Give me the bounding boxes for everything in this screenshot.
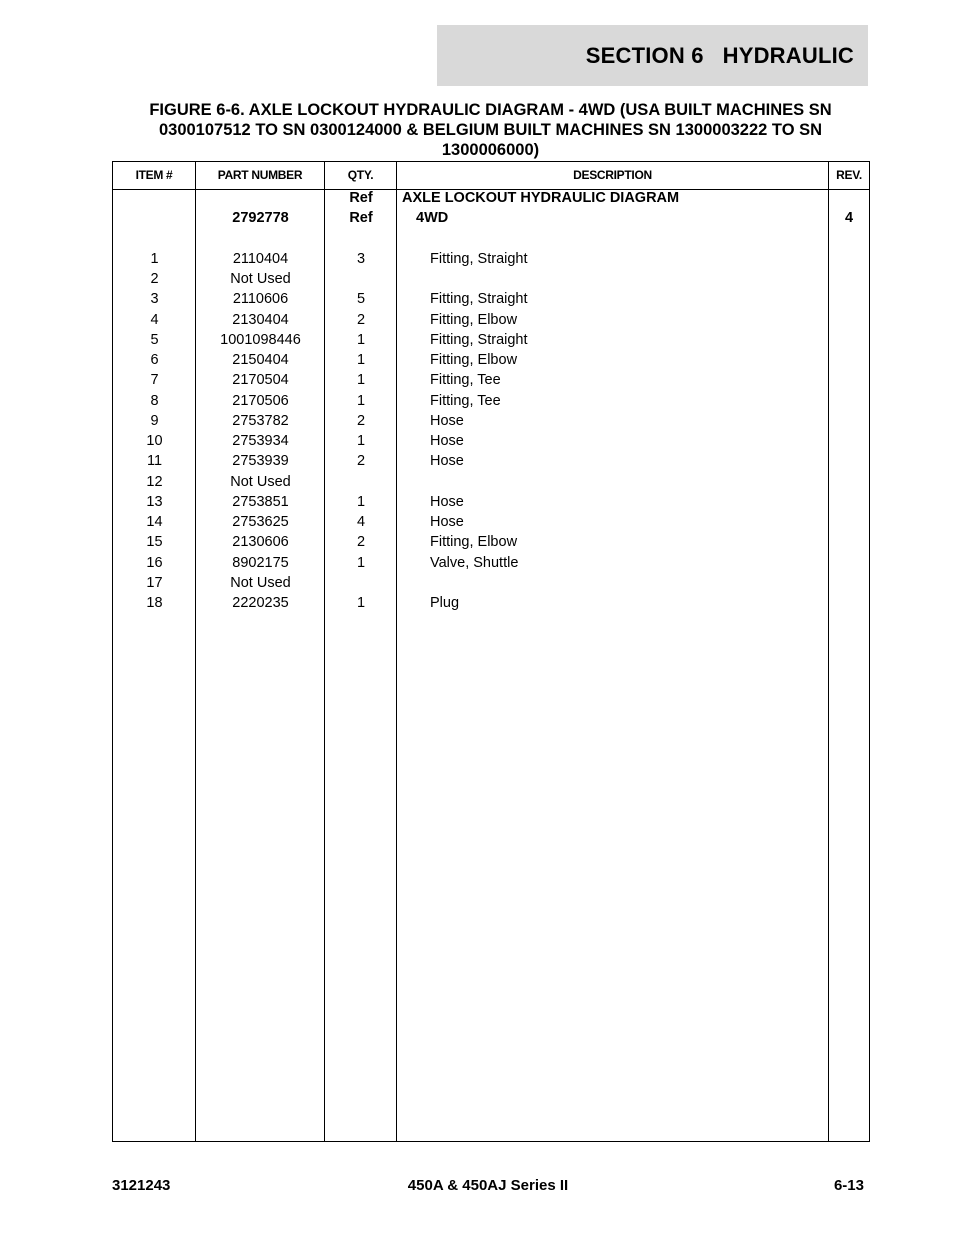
description-cell: Plug	[430, 595, 460, 611]
quantity-cell: Ref	[349, 190, 373, 206]
table-row	[113, 249, 869, 269]
part-number-cell: Not Used	[230, 473, 291, 490]
figure-title-line: 0300107512 TO SN 0300124000 & BELGIUM BUILT MACHINES SN 1300003222 TO SN	[158, 121, 823, 139]
item-number-cell: 5	[150, 331, 159, 348]
description-cell: Fitting, Elbow	[430, 352, 518, 368]
item-number-cell: 16	[146, 554, 163, 571]
table-row	[113, 289, 869, 309]
part-number-cell: 2130404	[232, 311, 289, 328]
table-row	[113, 411, 869, 431]
model-name: 450A & 450AJ Series II	[407, 1177, 569, 1194]
part-number-cell: Not Used	[230, 271, 291, 287]
quantity-cell: 1	[356, 352, 366, 368]
item-number-cell: 6	[150, 352, 159, 368]
part-number-cell: 2753851	[232, 493, 289, 510]
item-number-cell: 15	[146, 534, 163, 551]
revision-cell: 4	[844, 210, 854, 227]
item-number-cell: 4	[150, 311, 159, 328]
item-number-cell: 12	[146, 473, 163, 490]
part-number-cell: 2170506	[232, 392, 289, 409]
item-number-cell: 18	[146, 595, 163, 611]
description-cell: 4WD	[416, 210, 449, 227]
item-number-cell: 9	[150, 412, 159, 429]
table-row	[113, 472, 869, 492]
header-rev: REV.	[836, 168, 862, 182]
table-row	[113, 573, 869, 593]
description-cell: Valve, Shuttle	[430, 554, 519, 571]
quantity-cell: Ref	[349, 210, 373, 227]
description-cell: Hose	[430, 433, 464, 449]
header-item: ITEM #	[135, 168, 173, 182]
table-row	[113, 532, 869, 552]
description-cell: Hose	[430, 514, 464, 530]
figure-title-line: FIGURE 6-6. AXLE LOCKOUT HYDRAULIC DIAGRAM - 4WD (USA BUILT MACHINES SN	[149, 101, 832, 119]
quantity-cell: 5	[356, 291, 366, 308]
table-row	[113, 553, 869, 573]
quantity-cell: 1	[356, 392, 366, 409]
quantity-cell: 2	[356, 453, 366, 470]
table-row	[113, 512, 869, 532]
description-cell: Fitting, Tee	[430, 372, 501, 389]
quantity-cell: 1	[356, 493, 366, 510]
quantity-cell: 1	[356, 331, 366, 348]
table-row	[113, 330, 869, 350]
description-cell: Hose	[430, 412, 464, 429]
table-row	[113, 593, 869, 613]
parts-table	[112, 161, 870, 1142]
quantity-cell: 4	[356, 514, 366, 530]
description-cell: Hose	[430, 493, 464, 510]
description-cell: Hose	[430, 453, 464, 470]
document-number: 3121243	[112, 1177, 171, 1194]
page-number: 6-13	[833, 1177, 864, 1194]
description-cell: Fitting, Straight	[430, 250, 528, 267]
table-row	[113, 188, 869, 208]
quantity-cell: 1	[356, 372, 366, 389]
item-number-cell: 2	[150, 271, 159, 287]
section-header	[437, 25, 868, 86]
quantity-cell: 1	[356, 554, 366, 571]
part-number-cell: 2150404	[232, 352, 289, 368]
figure-title	[112, 100, 869, 160]
item-number-cell: 10	[146, 433, 163, 449]
quantity-cell: 2	[356, 412, 366, 429]
table-row	[113, 451, 869, 471]
header-qty: QTY.	[347, 168, 374, 182]
header-description: DESCRIPTION	[573, 168, 652, 182]
description-cell: Fitting, Elbow	[430, 534, 518, 551]
part-number-cell: 2753782	[232, 412, 289, 429]
description-cell: AXLE LOCKOUT HYDRAULIC DIAGRAM	[402, 190, 680, 206]
page-footer	[112, 1176, 864, 1196]
part-number-cell: 2130606	[232, 534, 289, 551]
part-number-cell: 2110404	[232, 250, 289, 267]
table-row	[113, 492, 869, 512]
description-cell: Fitting, Straight	[430, 291, 528, 308]
part-number-cell: 2792778	[232, 210, 289, 227]
item-number-cell: 14	[146, 514, 163, 530]
section-title: SECTION 6 HYDRAULIC	[585, 42, 854, 68]
item-number-cell: 11	[146, 453, 163, 470]
part-number-cell: 2753934	[232, 433, 289, 449]
part-number-cell: 2753625	[232, 514, 289, 530]
part-number-cell: 8902175	[232, 554, 289, 571]
item-number-cell: 8	[150, 392, 159, 409]
item-number-cell: 17	[146, 574, 163, 591]
description-cell: Fitting, Elbow	[430, 311, 518, 328]
item-number-cell: 13	[146, 493, 163, 510]
quantity-cell: 3	[356, 250, 366, 267]
description-cell: Fitting, Tee	[430, 392, 501, 409]
part-number-cell: 2110606	[232, 291, 289, 308]
table-row	[113, 208, 869, 228]
table-row	[113, 269, 869, 289]
item-number-cell: 7	[150, 372, 159, 389]
quantity-cell: 1	[356, 595, 366, 611]
table-row	[113, 431, 869, 451]
part-number-cell: 1001098446	[220, 331, 301, 348]
table-row	[113, 350, 869, 370]
part-number-cell: 2753939	[232, 453, 289, 470]
part-number-cell: 2220235	[232, 595, 289, 611]
item-number-cell: 1	[150, 250, 159, 267]
figure-title-line: 1300006000)	[441, 141, 540, 159]
part-number-cell: 2170504	[232, 372, 289, 389]
description-cell: Fitting, Straight	[430, 331, 528, 348]
header-part-number: PART NUMBER	[217, 168, 303, 182]
table-row	[113, 391, 869, 411]
table-row	[113, 310, 869, 330]
quantity-cell: 1	[356, 433, 366, 449]
quantity-cell: 2	[356, 534, 366, 551]
item-number-cell: 3	[150, 291, 159, 308]
part-number-cell: Not Used	[230, 574, 291, 591]
table-row	[113, 370, 869, 390]
quantity-cell: 2	[356, 311, 366, 328]
